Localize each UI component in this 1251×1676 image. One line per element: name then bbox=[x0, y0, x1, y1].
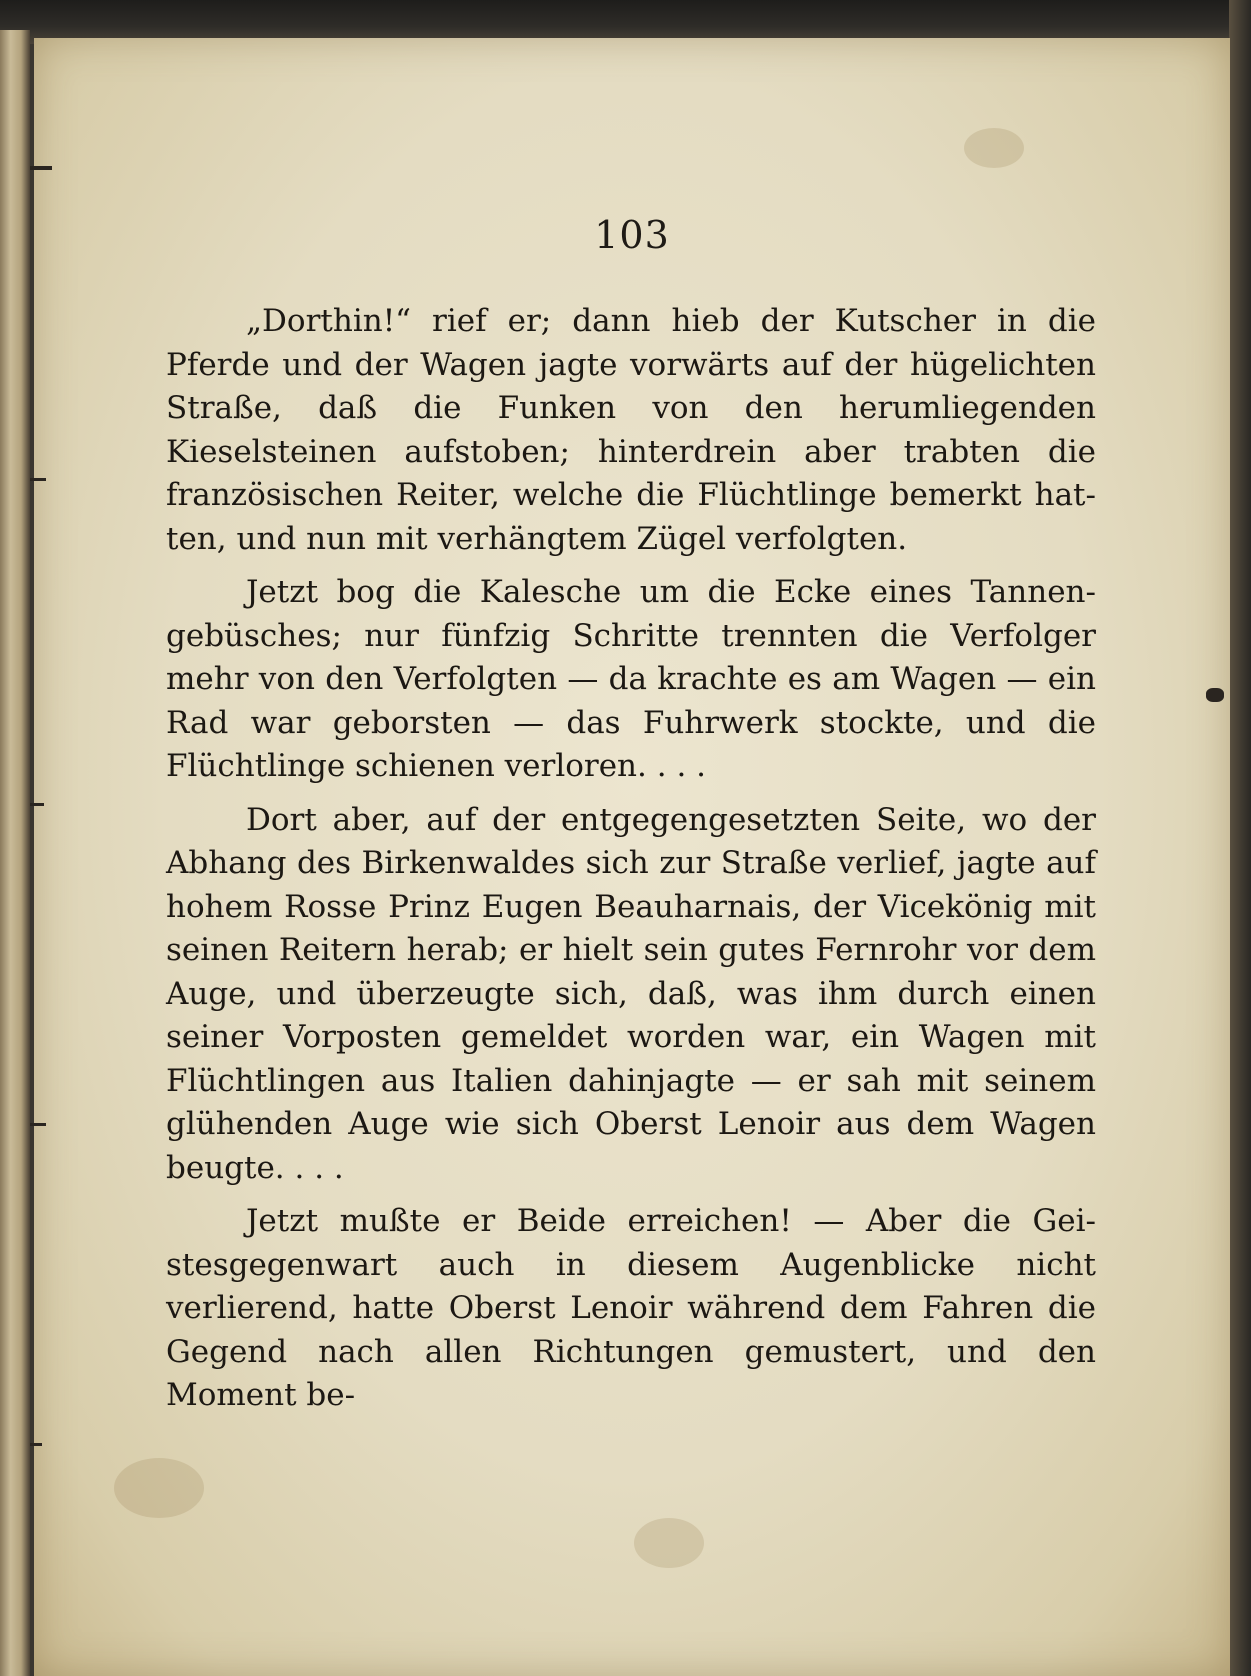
margin-mark bbox=[30, 803, 44, 806]
paragraph: Jetzt bog die Kalesche um die Ecke eines Tannengebüsches; nur fünfzig Schritte trennten die Verfolger mehr von den Verfolgten — da krachte es am Wagen — ein Rad war geborsten — das Fuhrwerk stockte, und die Flüchtlinge schienen verloren. . . . bbox=[166, 574, 1096, 784]
body-text bbox=[166, 300, 1096, 1418]
previous-page-edge bbox=[0, 30, 30, 1676]
paragraph: „Dorthin!“ rief er; dann hieb der Kutscher in die Pferde und der Wagen jagte vorwärts auf der hügelichten Straße, daß die Funken von den herumliegenden Kieselsteinen aufstoben; hinterdrein aber trabten die französischen Reiter, welche die Flüchtlinge bemerkt hatten, und nun mit verhängtem Zügel verfolgten. bbox=[166, 303, 1096, 557]
margin-mark bbox=[30, 166, 52, 170]
right-cover-edge bbox=[1229, 0, 1251, 1676]
margin-mark bbox=[30, 478, 46, 481]
foxing-spot bbox=[114, 1458, 204, 1518]
paragraph: Dort aber, auf der entgegengesetzten Seite, wo der Abhang des Birkenwaldes sich zur Straße verlief, jagte auf hohem Rosse Prinz Eugen Beauharnais, der Vicekönig mit seinen Reitern herab; er hielt sein gutes Fernrohr vor dem Auge, und überzeugte sich, daß, was ihm durch einen seiner Vorposten gemeldet worden war, ein Wagen mit Flüchtlingen aus Italien dahinjagte — er sah mit seinem glühenden Auge wie sich Oberst Lenoir aus dem Wagen beugte. . . . bbox=[166, 801, 1096, 1186]
margin-mark bbox=[30, 1443, 42, 1446]
book-page bbox=[34, 38, 1230, 1676]
margin-mark bbox=[30, 1123, 46, 1126]
foxing-spot bbox=[964, 128, 1024, 168]
foxing-spot bbox=[634, 1518, 704, 1568]
margin-mark bbox=[1206, 688, 1224, 702]
paragraph: Jetzt mußte er Beide erreichen! — Aber die Geistesgegenwart auch in diesem Augenblicke nicht verlierend, hatte Oberst Lenoir während dem Fahren die Gegend nach allen Richtungen gemustert, und den Moment be- bbox=[166, 1203, 1096, 1413]
page-number: 103 bbox=[594, 213, 670, 257]
